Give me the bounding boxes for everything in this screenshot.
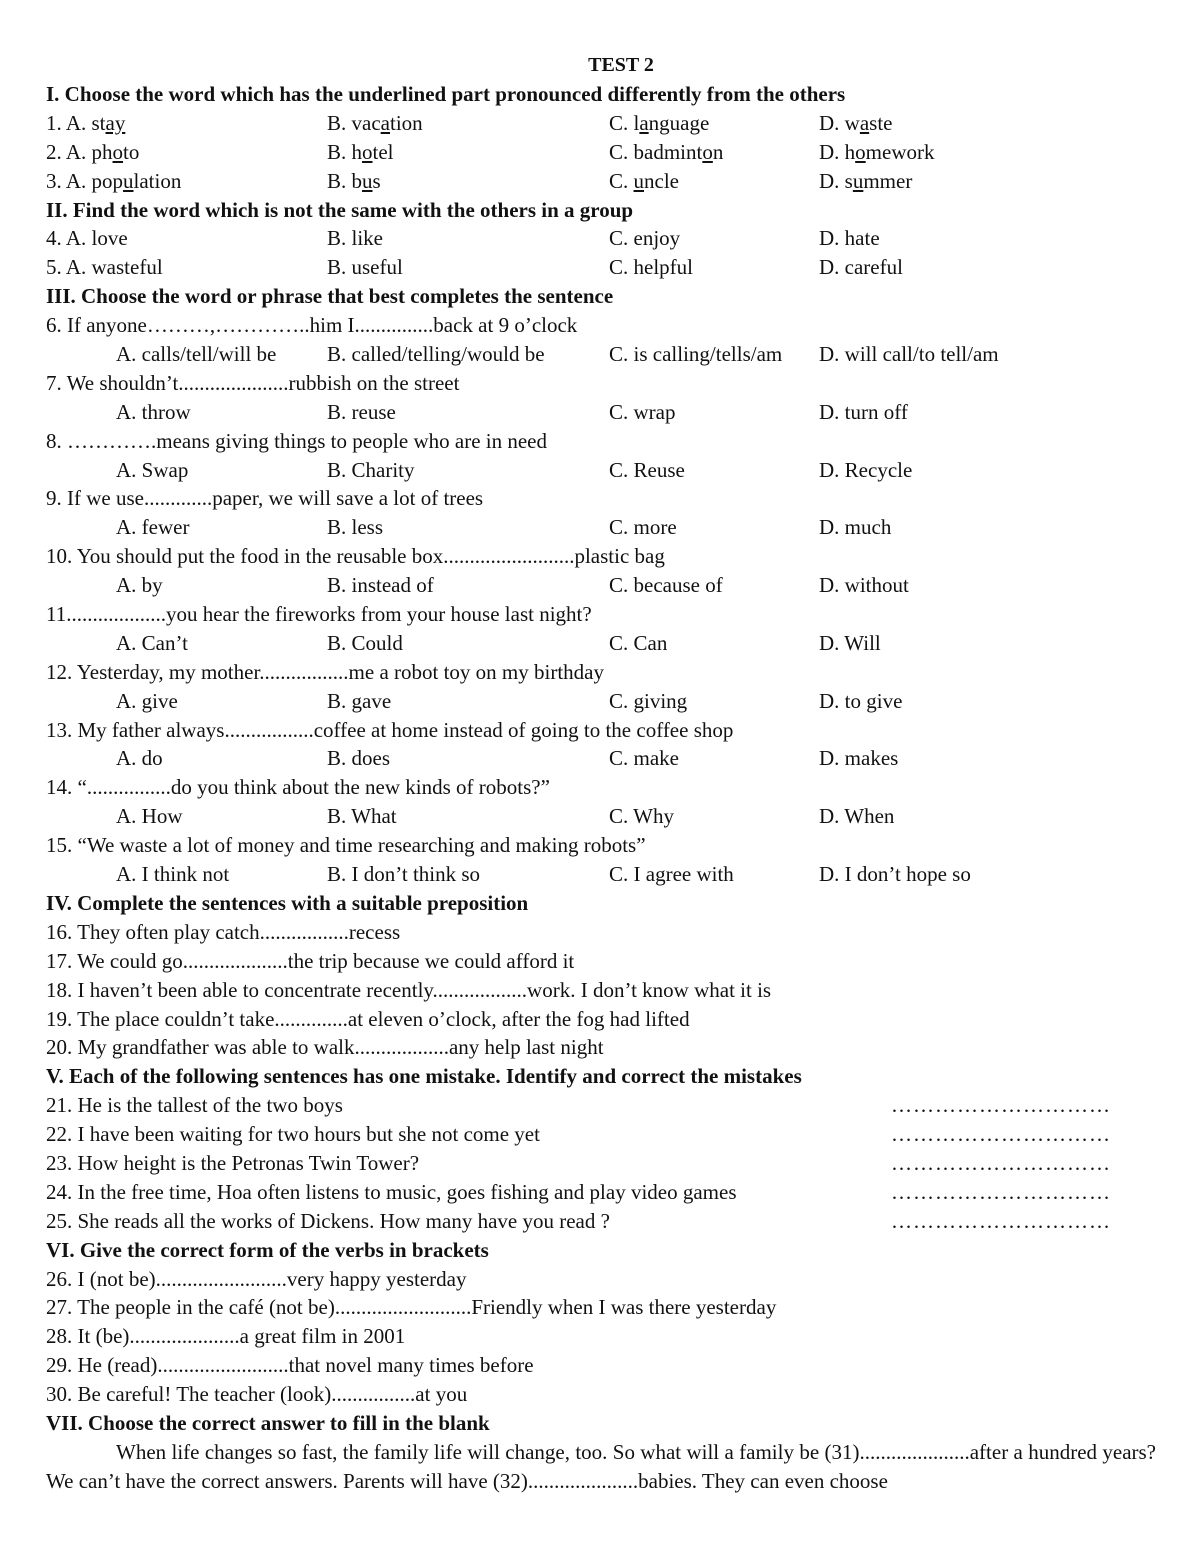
q1-option-d: D. waste (819, 110, 893, 135)
q25-answer-blank: ………………………… (891, 1208, 1111, 1233)
q21-answer-blank: ………………………… (891, 1093, 1111, 1118)
q5-option-c: C. helpful (609, 255, 693, 280)
q10-option-d: D. without (819, 573, 909, 598)
q8-option-d: D. Recycle (819, 457, 913, 482)
question-4 (46, 224, 1156, 253)
q12-stem: 12. Yesterday, my mother.................me a robot toy on my birthday (46, 659, 604, 684)
page-title: TEST 2 (588, 54, 654, 76)
q10-stem: 10. You should put the food in the reusable box.........................plastic bag (46, 544, 665, 569)
q8-option-a: A. Swap (116, 457, 189, 482)
question-26: 26. I (not be).........................very happy yesterday (46, 1266, 467, 1291)
q13-option-d: D. makes (819, 746, 899, 771)
q11-option-d: D. Will (819, 630, 881, 655)
q8-options (46, 456, 1156, 485)
q15-option-a: A. I think not (116, 862, 230, 887)
q11-options (46, 629, 1156, 658)
question-28: 28. It (be).....................a great film in 2001 (46, 1324, 406, 1349)
q13-option-b: B. does (327, 746, 390, 771)
q4-option-a: 4. A. love (46, 226, 128, 251)
q3-option-a: 3. A. population (46, 168, 182, 193)
question-2 (46, 138, 1156, 167)
q15-options (46, 860, 1156, 889)
q3-option-c: C. uncle (609, 168, 679, 193)
q6-option-b: B. called/telling/would be (327, 342, 545, 367)
q9-option-b: B. less (327, 515, 384, 540)
question-30: 30. Be careful! The teacher (look)................at you (46, 1382, 468, 1407)
passage-text: When life changes so fast, the family life will change, too. So what will a family be (31).....................after a hundred years? We can’t have the correct answers. Parents will have (32).....................babies. They can even choose (46, 1439, 1156, 1493)
q13-options (46, 744, 1156, 773)
question-3 (46, 167, 1156, 196)
q12-option-d: D. to give (819, 688, 903, 713)
q23-text: 23. How height is the Petronas Twin Tower? (46, 1150, 420, 1175)
q10-option-b: B. instead of (327, 573, 434, 598)
q11-option-a: A. Can’t (116, 630, 188, 655)
q7-stem: 7. We shouldn’t.....................rubbish on the street (46, 370, 460, 395)
q7-options (46, 398, 1156, 427)
q15-stem: 15. “We waste a lot of money and time researching and making robots” (46, 833, 646, 858)
q9-stem: 9. If we use.............paper, we will save a lot of trees (46, 486, 484, 511)
question-5 (46, 253, 1156, 282)
q6-option-c: C. is calling/tells/am (609, 342, 783, 367)
section-7-heading: VII. Choose the correct answer to fill in the blank (46, 1410, 490, 1435)
q4-option-b: B. like (327, 226, 383, 251)
q24-text: 24. In the free time, Hoa often listens to music, goes fishing and play video games (46, 1179, 737, 1204)
q9-option-a: A. fewer (116, 515, 190, 540)
q8-option-b: B. Charity (327, 457, 415, 482)
section-6-heading: VI. Give the correct form of the verbs in brackets (46, 1237, 489, 1262)
question-27: 27. The people in the café (not be)..........................Friendly when I was there yesterday (46, 1295, 777, 1320)
q6-options (46, 340, 1156, 369)
q7-option-b: B. reuse (327, 399, 396, 424)
question-18: 18. I haven’t been able to concentrate recently..................work. I don’t know what it is (46, 977, 772, 1002)
q15-option-b: B. I don’t think so (327, 862, 481, 887)
q15-option-c: C. I agree with (609, 862, 734, 887)
q23-answer-blank: ………………………… (891, 1150, 1111, 1175)
section-4-heading: IV. Complete the sentences with a suitable preposition (46, 890, 529, 915)
q21-text: 21. He is the tallest of the two boys (46, 1093, 343, 1118)
question-1 (46, 109, 1156, 138)
q14-stem: 14. “................do you think about the new kinds of robots?” (46, 775, 550, 800)
q4-option-c: C. enjoy (609, 226, 681, 251)
q10-option-a: A. by (116, 573, 163, 598)
q12-option-b: B. gave (327, 688, 392, 713)
q22-text: 22. I have been waiting for two hours but she not come yet (46, 1122, 540, 1147)
q10-option-c: C. because of (609, 573, 723, 598)
q13-stem: 13. My father always.................coffee at home instead of going to the coffee shop (46, 717, 734, 742)
question-19: 19. The place couldn’t take..............at eleven o’clock, after the fog had lifted (46, 1006, 690, 1031)
question-20: 20. My grandfather was able to walk..................any help last night (46, 1035, 604, 1060)
question-16: 16. They often play catch.................recess (46, 919, 401, 944)
q9-option-c: C. more (609, 515, 677, 540)
q8-option-c: C. Reuse (609, 457, 685, 482)
reading-passage (46, 1438, 1156, 1496)
q5-option-b: B. useful (327, 255, 403, 280)
q3-option-d: D. summer (819, 168, 913, 193)
q12-options (46, 687, 1156, 716)
q2-option-a: 2. A. photo (46, 139, 140, 164)
q13-option-a: A. do (116, 746, 163, 771)
q1-option-c: C. language (609, 110, 710, 135)
q8-stem: 8. ………….means giving things to people who are in need (46, 428, 547, 453)
q3-option-b: B. bus (327, 168, 381, 193)
question-24 (46, 1178, 1156, 1207)
q2-option-c: C. badminton (609, 139, 724, 164)
q5-option-a: 5. A. wasteful (46, 255, 163, 280)
q1-option-b: B. vacation (327, 110, 423, 135)
q11-option-c: C. Can (609, 630, 668, 655)
q11-stem: 11...................you hear the fireworks from your house last night? (46, 602, 592, 627)
section-3-heading: III. Choose the word or phrase that best completes the sentence (46, 284, 614, 309)
q11-option-b: B. Could (327, 630, 403, 655)
q2-option-b: B. hotel (327, 139, 394, 164)
q5-option-d: D. careful (819, 255, 903, 280)
q25-text: 25. She reads all the works of Dickens. How many have you read ? (46, 1208, 610, 1233)
section-5-heading: V. Each of the following sentences has one mistake. Identify and correct the mistakes (46, 1064, 802, 1089)
q14-option-c: C. Why (609, 804, 674, 829)
question-22 (46, 1120, 1156, 1149)
q12-option-a: A. give (116, 688, 178, 713)
q2-option-d: D. homework (819, 139, 935, 164)
q13-option-c: C. make (609, 746, 679, 771)
question-29: 29. He (read).........................that novel many times before (46, 1353, 534, 1378)
question-17: 17. We could go....................the trip because we could afford it (46, 948, 575, 973)
question-21 (46, 1091, 1156, 1120)
q12-option-c: C. giving (609, 688, 688, 713)
q9-option-d: D. much (819, 515, 892, 540)
q1-option-a: 1. A. stay (46, 110, 126, 135)
test-page (46, 50, 1156, 1496)
q14-option-d: D. When (819, 804, 895, 829)
q4-option-d: D. hate (819, 226, 880, 251)
q24-answer-blank: ………………………… (891, 1179, 1111, 1204)
question-25 (46, 1207, 1156, 1236)
q6-option-d: D. will call/to tell/am (819, 342, 999, 367)
q14-option-b: B. What (327, 804, 397, 829)
q6-stem: 6. If anyone………,…………..him I...............back at 9 o’clock (46, 313, 578, 338)
q7-option-a: A. throw (116, 399, 191, 424)
q14-options (46, 802, 1156, 831)
q7-option-d: D. turn off (819, 399, 908, 424)
question-23 (46, 1149, 1156, 1178)
section-2-heading: II. Find the word which is not the same with the others in a group (46, 197, 634, 222)
q14-option-a: A. How (116, 804, 183, 829)
section-1-heading: I. Choose the word which has the underlined part pronounced differently from the others (46, 82, 846, 106)
q22-answer-blank: ………………………… (891, 1122, 1111, 1147)
q7-option-c: C. wrap (609, 399, 676, 424)
q9-options (46, 513, 1156, 542)
q6-option-a: A. calls/tell/will be (116, 342, 277, 367)
q15-option-d: D. I don’t hope so (819, 862, 971, 887)
q10-options (46, 571, 1156, 600)
